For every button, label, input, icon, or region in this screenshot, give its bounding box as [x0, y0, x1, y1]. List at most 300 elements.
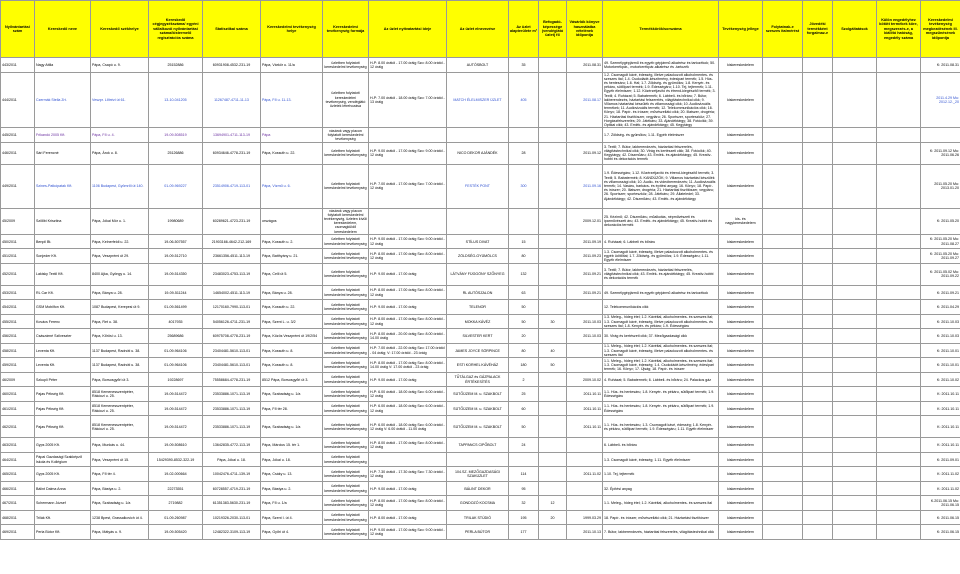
table-cell: 10219326-2030-113-01	[203, 510, 261, 525]
table-cell: 4017935	[149, 314, 203, 329]
column-header: Termékkörök/sorszáma	[603, 1, 719, 58]
table-cell: H-P: 9.00 órától - 17.00 óráig	[369, 372, 447, 387]
table-cell: 454/2011	[1, 300, 35, 315]
table-cell: 1.2. Csomagolt kávé, édesség, illetve palackozott alkoholmentes- és szeszes ital; 1.4. Csokoládé-készítmény, édesipari termék; 1.5. Hús- és hentesáru; 1.6. Hal; 1.7. Zöldség- és gyümölcs; 1.8. Kenyér- és pékáru, sütőipari termék; 1.9. Édességáru; 1.10. Tej, tejtermék; 1.11. Egyéb élelmiszer; 1.12. Közérzetjavító és étrend-kiegészítő termék; 3. Textil; 4. Ruházat; 5. Babatermék; 6. Lábbeli- és bőráru; 7. Bútor, lakberendezés, háztartási felszerelés, világítástechnikai cikk; 9. Villamos háztartási készülék és villamossági cikk; 10. Audiovizuális termékek; 11. Audiovizuális termék; 12. Telekommunikációs cikk; 16. Könyv; 18. Papír- és írószer, művészellátó cikk; 20. Illatszer, drogéria; 21. Háztartási tisztítószer, vegyiáru; 26. Sportszer, sporteszköz; 27. Horgászfelszerelés; 29. Játékáru; 33. Ajándéktárgy; 38. Fotócikk; 39. Optikai cikk; 43. Emlék- és ajándéktárgy; 45. Kegytárgy	[603, 72, 719, 128]
table-cell: H-P: 8.00 órától - 20.00 óráig Szo: 8.00 órától - 14.00 óráig	[369, 329, 447, 344]
table-cell: 1.3. Meleg-, hideg étel; 1.2. Kávéital, alkoholmentes- és szeszes ital; 1.3. Csomagolt kávé, édesség, illetve palackozott alkoholmentes- és szeszes ital; 1.8. Kenyér- és pékáru; 1.9. Édességáru	[603, 314, 719, 329]
table-cell: Pápa, Szent L. u. 3/2	[261, 314, 323, 329]
table-cell: 60289621-4723-231-19	[203, 208, 261, 234]
table-cell: 195	[509, 510, 539, 525]
table-cell: 460/2011	[1, 387, 35, 402]
table-cell	[803, 58, 833, 73]
table-cell: 456/2011	[1, 329, 35, 344]
table-cell: 50	[509, 416, 539, 438]
table-cell	[833, 263, 877, 285]
table-cell	[803, 249, 833, 264]
table-cell: 2011.10.03	[567, 329, 603, 344]
table-cell: Pápai Gazdasági Szakképző Iskola és Kollégium	[35, 452, 91, 467]
table-cell	[539, 285, 567, 300]
table-cell: 2011.09.12	[567, 142, 603, 164]
table-cell: 25689686	[149, 329, 203, 344]
table-cell	[369, 452, 447, 467]
table-cell: K: 2011.04.29	[921, 300, 960, 315]
table-cell	[877, 496, 921, 511]
table-cell: H-P: 8.00 órától - 17.00 óráig Szo: 8.00 órától - 12 óráig	[369, 496, 447, 511]
table-cell: Pápa, Batthyány u. 21.	[261, 249, 323, 264]
table-cell: 15429390-8532-322-19	[149, 452, 203, 467]
table-cell: Szines-Patkópatak Kft.	[35, 164, 91, 208]
table-cell: Pápa, Csapó u. 9.	[91, 58, 149, 73]
table-cell	[877, 452, 921, 467]
table-cell: 2	[509, 372, 539, 387]
table-cell: vásárok vagy piacon folytatott kereskedelmi tevékenység, üzleten kívüli kereskedelem, csomagküldő kereskedelem	[324, 208, 367, 234]
table-cell	[539, 142, 567, 164]
table-cell: üzletben folytatott kereskedelmi tevékenység	[323, 481, 369, 496]
table-cell: 60934646-4778-231-19	[203, 142, 261, 164]
table-cell: K: 2011.05.20 Mu: 2011.08.27	[921, 234, 960, 249]
table-cell: Pápa, Mátyás u. 9.	[91, 525, 149, 540]
table-cell: Kovács Ferenc	[35, 314, 91, 329]
table-cell	[763, 329, 803, 344]
table-cell: 12170160-7990-113-01	[203, 300, 261, 315]
table-cell: kiskereskedelem	[719, 438, 763, 453]
table-cell	[833, 510, 877, 525]
column-header: Az üzlet alapterülete m²	[509, 1, 539, 58]
table-cell: MOKKA KÁVÉZ	[447, 314, 509, 329]
table-cell	[509, 452, 539, 467]
table-cell: 2719882	[149, 496, 203, 511]
table-cell: Pápa, Celli út 5.	[261, 263, 323, 285]
table-cell: 2011.09.19	[567, 234, 603, 249]
table-cell: 63	[509, 285, 539, 300]
table-cell	[833, 387, 877, 402]
table-cell: Szilőbi Krisztina	[35, 208, 91, 234]
table-cell	[877, 72, 921, 128]
column-header: Statisztikai száma	[203, 1, 261, 58]
table-cell: 30	[539, 314, 567, 329]
table-cell: 459/2011	[1, 358, 35, 373]
table-cell: H-P: 9.00 órától - 17.00 óráig Szo: 9.00 órától - 12 óráig	[369, 525, 447, 540]
table-cell: 6. Lábbeli- és bőráru	[603, 438, 719, 453]
table-cell: K: 2011.05.20 Mu: 2011.09.27	[921, 249, 960, 264]
table-cell: 458/2011	[1, 343, 35, 358]
table-cell: üzletben folytatott kereskedelmi tevékenység	[323, 329, 369, 344]
table-cell: Pápa, Március 15. tér 1.	[261, 438, 323, 453]
table-row	[1, 58, 960, 73]
table-cell: üzletben folytatott kereskedelmi tevékenység	[323, 452, 369, 467]
table-cell	[803, 387, 833, 402]
table-cell	[803, 481, 833, 496]
table-cell: 50	[509, 300, 539, 315]
table-cell: K: 2011.10.03	[921, 329, 960, 344]
table-cell: 19-09-508519	[149, 128, 203, 143]
table-cell: 25	[509, 387, 539, 402]
table-cell	[877, 164, 921, 208]
table-cell: 40	[539, 343, 567, 358]
table-cell: 13642835-4772-113-19	[203, 438, 261, 453]
column-header: Kereskedő cégjegyzékszáma/ egyéni vállalkozói nyilvántartási száma/kistermelő regisztrációs száma	[149, 1, 203, 58]
table-cell: 19980689	[149, 208, 203, 234]
table-cell	[803, 467, 833, 482]
table-cell: Szkupli Péter	[35, 372, 91, 387]
table-cell	[803, 234, 833, 249]
table-cell	[803, 525, 833, 540]
table-cell: TAPPANCS CIPŐBOLT	[447, 438, 509, 453]
table-cell: 451/2011	[1, 249, 35, 264]
table-cell: Császárné Szilveszter	[35, 329, 91, 344]
table-cell: 8518 Kemenesszentpéter, Rákóczi u. 25.	[91, 416, 149, 438]
table-cell	[833, 314, 877, 329]
table-cell	[567, 438, 603, 453]
table-cell	[877, 208, 921, 234]
table-cell: Pápa, Borsosgyőri út 3.	[91, 372, 149, 387]
table-cell: 23533886-1071-113-19	[203, 387, 261, 402]
table-cell: 19-06-507557	[149, 234, 203, 249]
table-cell: H-P: 8.00 órától - 17.00 óráig Szo: 8.00 órától - 12 óráig	[369, 249, 447, 264]
table-cell: üzletben folytatott kereskedelmi tevékenység	[323, 496, 369, 511]
table-cell: Pápa, Munkás u. 44.	[91, 438, 149, 453]
table-cell: kiskereskedelem	[719, 164, 763, 208]
table-cell: 180	[509, 358, 539, 373]
table-cell	[447, 208, 509, 234]
table-cell: 49. Személygépjármű és egyéb gépjármű alkatrész és tartozékok	[603, 285, 719, 300]
table-row	[1, 249, 960, 264]
table-cell: TŰTÁLGAZ és GÁZPALACK ÉRTÉKESÍTÉS	[447, 372, 509, 387]
table-cell: Sári Ferencné	[35, 142, 91, 164]
table-cell: 3. Textil; 7. Bútor, lakberendezés, háztartási felszerelés, világítástechnikai cikk; 43. Emlék- és ajándéktárgy; 45. Kreatív-hobbi és dekorációs termék	[603, 263, 719, 285]
table-cell	[763, 249, 803, 264]
table-cell	[539, 416, 567, 438]
table-cell	[763, 263, 803, 285]
table-cell: 23533886-1071-113-19	[203, 416, 261, 438]
table-row	[1, 481, 960, 496]
table-cell	[803, 285, 833, 300]
table-cell: H-P: 7.00 órától - 18.00 óráig Szo: 7.00 órától - 13 óráig	[369, 72, 447, 128]
column-header: Nyilvántartási szám	[1, 1, 35, 58]
table-cell: 2011.09.23	[567, 249, 603, 264]
table-cell: H-P: 6.00 órától - 18.00 óráig Szo: 6.00 órától - 12 óráig V: 6.00 órától - 11.00 óráig	[369, 416, 447, 438]
table-cell: 10042476-4711-139-19	[203, 467, 261, 482]
table-cell: 12	[539, 496, 567, 511]
table-cell: K: 2011.06.15	[921, 510, 960, 525]
table-row	[1, 438, 960, 453]
table-cell	[833, 496, 877, 511]
table-cell: Pápa, Veszprémi út 29.	[91, 249, 149, 264]
column-header: Vásárlók könyve használatba vételének időpontja	[567, 1, 603, 58]
table-cell: 8518 Kemenesszentpéter, Rákóczi u. 25.	[91, 387, 149, 402]
table-cell: 2011.10.11	[567, 401, 603, 416]
table-cell	[539, 329, 567, 344]
table-cell	[803, 314, 833, 329]
table-cell: 25126886	[149, 142, 203, 164]
table-cell	[369, 128, 447, 143]
table-cell: kiskereskedelem	[719, 249, 763, 264]
table-cell: K: 2011.10.11	[921, 438, 960, 453]
table-cell: K: 2011.09.01	[921, 452, 960, 467]
table-cell: K: 2011.08.31	[921, 58, 960, 73]
table-row	[1, 142, 960, 164]
table-cell: Pápa, Győri út 4.	[261, 525, 323, 540]
table-cell	[803, 263, 833, 285]
table-cell	[803, 438, 833, 453]
table-row	[1, 208, 960, 234]
table-cell	[539, 128, 567, 143]
table-cell: kiskereskedelem	[719, 510, 763, 525]
table-cell: H-P: 9.00 órától - 17.00 óráig Szo: 9.00 órától - 12 óráig	[369, 142, 447, 164]
table-cell: kiskereskedelem	[719, 416, 763, 438]
table-cell: Pápa, Bánya u. 28.	[91, 285, 149, 300]
table-cell: 1999.03.29	[567, 510, 603, 525]
table-cell: 19-09-514472	[149, 401, 203, 416]
table-cell: 8512 Pápa, Borsosgyőri út 3.	[261, 372, 323, 387]
column-header: Kereskedelmi tevékenység megkezdésének ill. megszűnésének időpontja	[921, 1, 960, 58]
table-cell: üzletben folytatott kereskedelmi tevékenység	[323, 387, 369, 402]
table-cell: LÁTVÁNY FÜGGÖNY SZŐNYEG	[447, 263, 509, 285]
table-cell: K: 2011.11.02	[921, 481, 960, 496]
table-cell: kiskereskedelem	[719, 481, 763, 496]
table-cell	[877, 401, 921, 416]
column-header: Jövedéki termékként forgalmaz-e	[803, 1, 833, 58]
table-cell: 1137 Budapest, Radnóti u. 38.	[91, 358, 149, 373]
table-row	[1, 329, 960, 344]
table-cell	[567, 343, 603, 358]
table-cell	[833, 249, 877, 264]
table-cell: 1238 Bpest, Grassalkovich út 4.	[91, 510, 149, 525]
table-cell: 23661356-4511-113-19	[203, 249, 261, 264]
table-cell	[803, 343, 833, 358]
table-cell: üzletben folytatott kereskedelmi tevékenység	[323, 372, 369, 387]
column-header: Befogadó-képessége (vendéglátó üzlet) fő	[539, 1, 567, 58]
table-cell: 462/2011	[1, 416, 35, 438]
table-cell: H-P: 8.00 órától - 17.00 óráig	[369, 510, 447, 525]
table-cell: H-P: 8.00 órától - 17.00 óráig Szo: 8.00 órától - 12 óráig	[369, 285, 447, 300]
table-cell	[833, 416, 877, 438]
table-cell	[877, 249, 921, 264]
table-cell: 2011.09.21	[567, 263, 603, 285]
table-cell: Pajas Pékség Kft.	[35, 401, 91, 416]
table-cell	[803, 72, 833, 128]
table-cell	[763, 438, 803, 453]
table-cell: 19-09-514472	[149, 387, 203, 402]
table-cell: 463/2011	[1, 438, 35, 453]
table-cell	[763, 416, 803, 438]
table-cell: GONDOZÓ KOCSMA	[447, 496, 509, 511]
table-cell: 455/2011	[1, 314, 35, 329]
table-cell: 24	[509, 438, 539, 453]
table-cell: K: 2011.06.15	[921, 525, 960, 540]
table-cell: Veszpr. Lőtrézi út 61.	[91, 72, 149, 128]
table-cell	[763, 525, 803, 540]
table-row	[1, 234, 960, 249]
table-cell: 469/2011	[1, 525, 35, 540]
table-cell: Nagy Attila	[35, 58, 91, 73]
table-cell: 19-09-511244	[149, 285, 203, 300]
table-cell: ZÖLDSÉG-GYÜMÖLCS	[447, 249, 509, 264]
table-cell: 464/2011	[1, 452, 35, 467]
table-cell	[877, 416, 921, 438]
table-cell	[803, 358, 833, 373]
table-cell	[833, 343, 877, 358]
table-cell: Pápa, Veszprémi út 15.	[91, 452, 149, 467]
table-cell	[539, 481, 567, 496]
table-cell: 7. Bútor, lakberendezés, háztartási felszerelés, világítástechnikai cikk	[603, 525, 719, 540]
table-cell	[539, 263, 567, 285]
table-cell	[539, 72, 567, 128]
table-cell: 15	[509, 234, 539, 249]
table-cell: üzletben folytatott kereskedelmi tevékenység	[323, 438, 369, 453]
table-cell: 20	[509, 329, 539, 344]
table-cell: 2011.11.02	[567, 467, 603, 482]
table-cell	[803, 142, 833, 164]
table-cell: kiskereskedelem	[719, 263, 763, 285]
table-cell: 2011.10.11	[567, 416, 603, 438]
table-cell: 2011.09.16	[567, 164, 603, 208]
table-cell	[763, 128, 803, 143]
table-cell: K: 2011.10.11	[921, 416, 960, 438]
table-cell: üzletben folytatott kereskedelmi tevékenység	[323, 343, 369, 358]
table-cell	[567, 496, 603, 511]
table-cell: H-P: 6.00 órától - 18.00 óráig Szo: 6.00 órától - 12 óráig	[369, 387, 447, 402]
table-cell: Pápa, Kossuth u. 22.	[261, 300, 323, 315]
table-cell: 1.9. Édességáru; 1.12. Közérzetjavító és étrend-kiegészítő termék; 3. Textil; 5. Babatermék; 8. KANDÚZÓK; 9. Villamos háztartási készülék és villamossági cikk; 10. Audio- és videóberendezés; 11. Audiovizuális termék; 14. Vasáru, barkács- és építési anyag; 16. Könyv; 18. Papír- és írószer; 20. Illatszer, drogéria; 21. Háztartási tisztítószer, vegyiáru; 26. Sportszer; sporteszköz; 28. Játékáru; 29. Állateledel; 33. Ajándéktárgy; 42. Díszműáru; 43. Emlék- és ajándéktárgy	[603, 164, 719, 208]
table-cell	[877, 467, 921, 482]
table-cell	[833, 452, 877, 467]
table-cell: 60728557-4719-231-19	[203, 481, 261, 496]
table-cell: kiskereskedelem	[719, 300, 763, 315]
table-cell: 23483023-4753-113-19	[203, 263, 261, 285]
table-cell: 2011.05.20 Mu: 2013.01.20	[921, 164, 960, 208]
table-cell: 466/2011	[1, 481, 35, 496]
table-cell	[877, 358, 921, 373]
table-cell: H-P: 9.00 órától - 17.00 óráig	[369, 300, 447, 315]
table-row	[1, 358, 960, 373]
table-cell: 2009.10.02	[567, 372, 603, 387]
table-cell: üzletben folytatott kereskedelmi tevékenység	[323, 164, 369, 208]
table-cell: 450/2011	[1, 234, 35, 249]
table-cell	[447, 452, 509, 467]
table-cell: Leventa Kft.	[35, 343, 91, 358]
table-cell: H-P: 9.00 órától - 17.00 óráig	[369, 481, 447, 496]
table-cell: NICO DEKOR AJÁNDÉK	[447, 142, 509, 164]
table-cell: H-P: 6.00 órától - 18.00 óráig Szo: 6.00 órától - 12 óráig	[369, 401, 447, 416]
table-cell: 01-09-260987	[149, 510, 203, 525]
table-cell	[763, 467, 803, 482]
table-cell: kiskereskedelem	[719, 72, 763, 128]
column-header: Tevékenység jellege	[719, 1, 763, 58]
table-cell	[803, 416, 833, 438]
table-cell: TRILAK STÚDIÓ	[447, 510, 509, 525]
table-cell: kiskereskedelem	[719, 343, 763, 358]
table-cell: üzletben folytatott kereskedelmi tevékenység	[323, 314, 369, 329]
table-cell: 45/2009	[1, 208, 35, 234]
table-cell: kis- és nagykereskedelem	[719, 208, 763, 234]
table-cell: Pápa, Bástya u. 2.	[261, 481, 323, 496]
table-cell	[803, 128, 833, 143]
table-cell: Pápa, Vízmű u. 6.	[261, 164, 323, 208]
table-cell: 467/2011	[1, 496, 35, 511]
table-cell	[803, 208, 833, 234]
table-cell	[763, 285, 803, 300]
table-cell	[877, 438, 921, 453]
table-cell	[567, 128, 603, 143]
table-cell: 25. Kézimű; 42. Díszműáru, műalkotás, népművészeti és iparművészeti áru; 43. Emlék- és ajándéktárgy; 45. Kreatív-hobbi és dekorációs termék	[603, 208, 719, 234]
table-cell: 300	[509, 164, 539, 208]
table-cell: Frikandó 2005 Kft.	[35, 128, 91, 143]
table-cell: Lakisky Textil Kft.	[35, 263, 91, 285]
table-cell	[833, 164, 877, 208]
table-row	[1, 164, 960, 208]
table-cell	[539, 372, 567, 387]
table-cell	[763, 72, 803, 128]
table-cell: BÁLINT DEKOR	[447, 481, 509, 496]
table-cell	[539, 234, 567, 249]
table-cell: 11267487-4711-11-13	[203, 72, 261, 128]
table-cell: 2011.08.17	[567, 72, 603, 128]
table-cell: SÜTŐÜZEM M. u. SZAKBOLT	[447, 416, 509, 438]
table-cell: üzletben folytatott kereskedelmi tevékenység	[323, 401, 369, 416]
table-cell: K: 2011.10.03	[921, 314, 960, 329]
table-cell: K: 2011.10.01	[921, 358, 960, 373]
table-cell: kiskereskedelem	[719, 329, 763, 344]
table-cell	[833, 372, 877, 387]
table-row	[1, 263, 960, 285]
table-cell: MATCH ÉLELMISZER ÜZLET	[447, 72, 509, 128]
table-row	[1, 496, 960, 511]
table-cell	[803, 510, 833, 525]
table-cell: Pápa, Kelnerfeldi u. 22.	[91, 234, 149, 249]
table-cell	[833, 467, 877, 482]
table-cell	[877, 481, 921, 496]
table-cell	[877, 343, 921, 358]
table-cell: 30. Virág és kertészeti cikk; 37. Mezőgazdasági cikk	[603, 329, 719, 344]
table-cell: K: 2011.10.02	[921, 372, 960, 387]
table-cell: 22273551	[149, 481, 203, 496]
table-header	[1, 1, 960, 58]
table-cell	[763, 343, 803, 358]
table-cell	[539, 208, 567, 234]
table-cell: 452/2011	[1, 263, 35, 285]
table-cell	[763, 164, 803, 208]
table-cell	[539, 387, 567, 402]
table-cell	[539, 164, 567, 208]
table-cell: üzletben folytatott kereskedelmi tevékenység	[323, 510, 369, 525]
column-header: Külön engedélyhez kötött termékek köre, megszerzés-e, a kiállító hatóság, engedély száma	[877, 1, 921, 58]
table-cell	[877, 387, 921, 402]
table-cell: 461/2011	[1, 401, 35, 416]
table-cell: Perla Bútor Kft.	[35, 525, 91, 540]
table-cell: Pápa, Ret u. 38.	[91, 314, 149, 329]
table-cell: Pápa, Csáky u. 13.	[261, 467, 323, 482]
table-cell: Pápa, Fő u. 4.	[91, 128, 149, 143]
table-cell	[833, 401, 877, 416]
table-cell: 443/2011	[1, 58, 35, 73]
table-cell: kiskereskedelem	[719, 467, 763, 482]
table-cell	[539, 300, 567, 315]
table-cell: Trilák Kft.	[35, 510, 91, 525]
table-cell: kiskereskedelem	[719, 58, 763, 73]
table-cell: 01-09-964106	[149, 343, 203, 358]
table-cell	[567, 481, 603, 496]
table-cell: 8518 Kemenesszentpéter, Rákóczi u. 25.	[91, 401, 149, 416]
table-cell: 13694901-4711-113-19	[203, 128, 261, 143]
table-cell: 95	[509, 481, 539, 496]
table-cell: országos	[261, 208, 323, 234]
table-cell: kiskereskedelem	[719, 496, 763, 511]
table-cell: 2009.12.01	[567, 208, 603, 234]
table-cell: kiskereskedelem	[719, 142, 763, 164]
table-cell	[763, 234, 803, 249]
table-cell	[763, 510, 803, 525]
